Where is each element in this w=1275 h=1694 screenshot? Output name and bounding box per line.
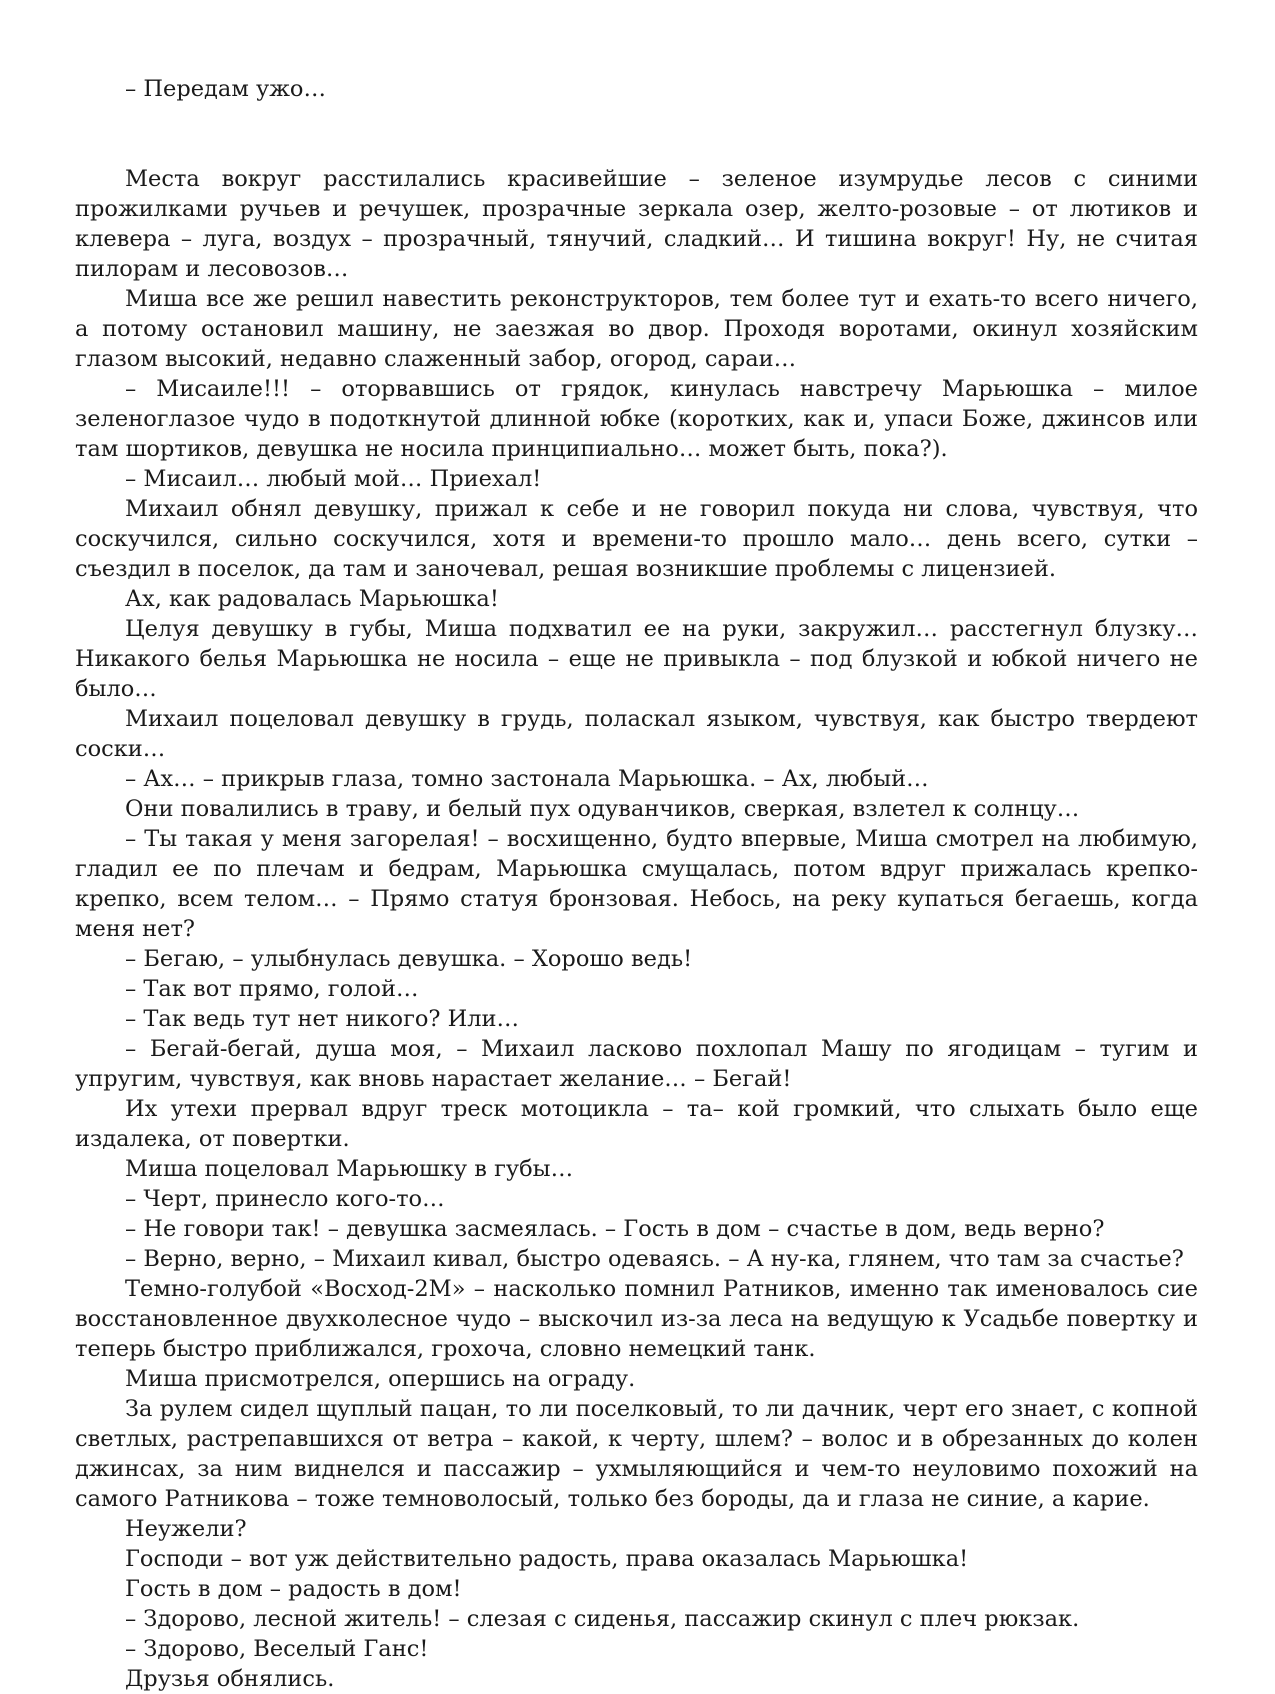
paragraph: – Так вот прямо, голой… bbox=[125, 976, 419, 1002]
paragraph: – Верно, верно, – Михаил кивал, быстро одеваясь. – А ну-ка, глянем, что там за счастье? bbox=[125, 1246, 1184, 1272]
paragraph: – Так ведь тут нет никого? Или… bbox=[125, 1006, 520, 1032]
paragraph: Друзья обнялись. bbox=[125, 1666, 335, 1692]
paragraph: – Бегай-бегай, душа моя, – Михаил ласково похлопал Машу по ягодицам – тугим и упругим, чувствуя, как вновь нарастает желание… – Бегай! bbox=[75, 1036, 1198, 1092]
paragraph: Ах, как радовалась Марьюшка! bbox=[125, 586, 499, 612]
paragraph: Целуя девушку в губы, Миша подхватил ее на руки, закружил… расстегнул блузку… Никакого белья Марьюшка не носила – еще не привыкла – под блузкой и юбкой ничего не было… bbox=[75, 616, 1198, 702]
paragraph: – Мисаил… любый мой… Приехал! bbox=[125, 466, 542, 492]
paragraph: Их утехи прервал вдруг треск мотоцикла – та– кой громкий, что слыхать было еще издалека, от повертки. bbox=[75, 1096, 1198, 1152]
paragraph: – Ах… – прикрыв глаза, томно застонала Марьюшка. – Ах, любый… bbox=[125, 766, 929, 792]
paragraph: – Здорово, Веселый Ганс! bbox=[125, 1636, 429, 1662]
paragraph: – Черт, принесло кого-то… bbox=[125, 1186, 445, 1212]
paragraph: Миша присмотрелся, опершись на ограду. bbox=[125, 1366, 636, 1392]
paragraph: – Бегаю, – улыбнулась девушка. – Хорошо ведь! bbox=[125, 946, 693, 972]
paragraph: – Здорово, лесной житель! – слезая с сиденья, пассажир скинул с плеч рюкзак. bbox=[125, 1606, 1080, 1632]
paragraph: Темно-голубой «Восход-2М» – насколько помнил Ратников, именно так именовалось сие восстановленное двухколесное чудо – выскочил из-за леса на ведущую к Усадьбе повертку и теперь быстро приближался, грохоча, словно немецкий танк. bbox=[75, 1276, 1198, 1362]
paragraph: Гость в дом – радость в дом! bbox=[125, 1576, 462, 1602]
paragraph: Неужели? bbox=[125, 1516, 247, 1542]
paragraph: Миша все же решил навестить реконструкторов, тем более тут и ехать-то всего ничего, а потому остановил машину, не заезжая во двор. Проходя воротами, окинул хозяйским глазом высокий, недавно слаженный забор, огород, сараи… bbox=[75, 286, 1198, 372]
paragraph: Места вокруг расстилались красивейшие – зеленое изумрудье лесов с синими прожилками ручьев и речушек, прозрачные зеркала озер, желто-розовые – от лютиков и клевера – луга, воздух – прозрачный, тянучий, сладкий… И тишина вокруг! Ну, не считая пилорам и лесовозов… bbox=[75, 166, 1198, 282]
paragraph: Михаил поцеловал девушку в грудь, поласкал языком, чувствуя, как быстро твердеют соски… bbox=[75, 706, 1198, 762]
paragraph: – Передам ужо… bbox=[125, 76, 326, 102]
paragraph: Господи – вот уж действительно радость, права оказалась Марьюшка! bbox=[125, 1546, 969, 1572]
paragraph: Миша поцеловал Марьюшку в губы… bbox=[125, 1156, 574, 1182]
paragraph: За рулем сидел щуплый пацан, то ли поселковый, то ли дачник, черт его знает, с копной светлых, растрепавшихся от ветра – какой, к черту, шлем? – волос и в обрезанных до колен джинсах, за ним виднелся и пассажир – ухмыляющийся и чем-то неуловимо похожий на самого Ратникова – тоже темноволосый, только без бороды, да и глаза не синие, а карие. bbox=[75, 1396, 1198, 1512]
paragraph: Михаил обнял девушку, прижал к себе и не говорил покуда ни слова, чувствуя, что соскучился, сильно соскучился, хотя и времени-то прошло мало… день всего, сутки – съездил в поселок, да там и заночевал, решая возникшие проблемы с лицензией. bbox=[75, 496, 1198, 582]
paragraph: – Ты такая у меня загорелая! – восхищенно, будто впервые, Миша смотрел на любимую, гладил ее по плечам и бедрам, Марьюшка смущалась, потом вдруг прижалась крепко-крепко, всем телом… – Прямо статуя бронзовая. Небось, на реку купаться бегаешь, когда меня нет? bbox=[75, 826, 1198, 942]
paragraph: – Не говори так! – девушка засмеялась. – Гость в дом – счастье в дом, ведь верно? bbox=[125, 1216, 1105, 1242]
section-gap bbox=[75, 104, 1198, 164]
paragraph: – Мисаиле!!! – оторвавшись от грядок, кинулась навстречу Марьюшка – милое зеленоглазое чудо в подоткнутой длинной юбке (коротких, как и, упаси Боже, джинсов или там шортиков, девушка не носила принципиально… может быть, пока?). bbox=[75, 376, 1198, 462]
paragraph: Они повалились в траву, и белый пух одуванчиков, сверкая, взлетел к солнцу… bbox=[125, 796, 1080, 822]
